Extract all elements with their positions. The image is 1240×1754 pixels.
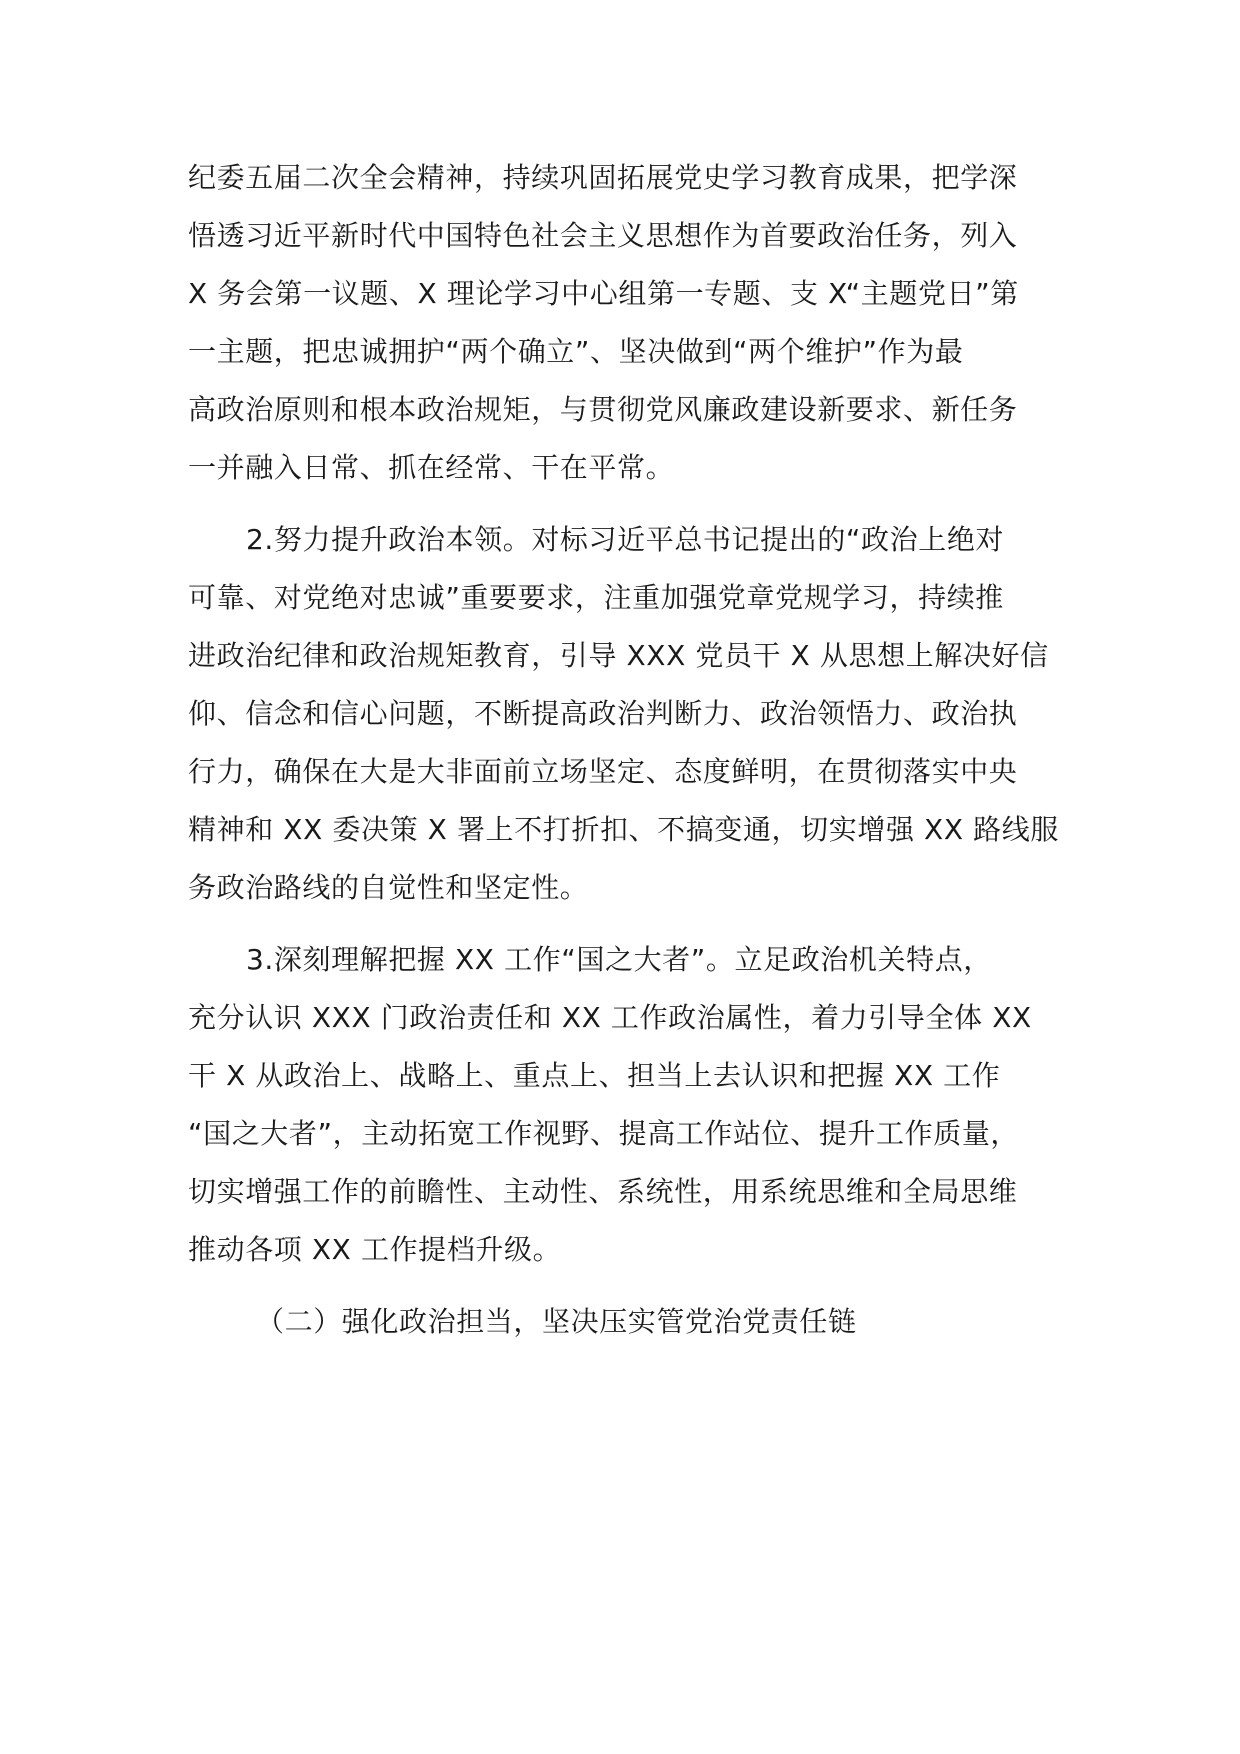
paragraph-line: 切实增强工作的前瞻性、主动性、系统性，用系统思维和全局思维 — [188, 1175, 1018, 1208]
paragraph-line: 仰、信念和信心问题，不断提高政治判断力、政治领悟力、政治执 — [188, 697, 1018, 730]
paragraph-line: 推动各项 XX 工作提档升级。 — [188, 1233, 562, 1266]
paragraph-line: “国之大者”，主动拓宽工作视野、提高工作站位、提升工作质量， — [188, 1117, 1020, 1150]
paragraph-line: 2.努力提升政治本领。对标习近平总书记提出的“政治上绝对 — [246, 523, 1005, 556]
paragraph-line: 进政治纪律和政治规矩教育，引导 XXX 党员干 X 从思想上解决好信 — [188, 639, 1049, 672]
paragraph-line: 行力，确保在大是大非面前立场坚定、态度鲜明，在贯彻落实中央 — [188, 755, 1018, 788]
paragraph-line: 一并融入日常、抓在经常、干在平常。 — [188, 451, 675, 484]
paragraph-line: 充分认识 XXX 门政治责任和 XX 工作政治属性，着力引导全体 XX — [188, 1001, 1032, 1034]
paragraph-line: X 务会第一议题、X 理论学习中心组第一专题、支 X“主题党日”第 — [188, 277, 1019, 310]
paragraph-line: 干 X 从政治上、战略上、重点上、担当上去认识和把握 XX 工作 — [188, 1059, 1001, 1092]
paragraph-line: 务政治路线的自觉性和坚定性。 — [188, 871, 589, 904]
section-heading-text: （二）强化政治担当，坚决压实管党治党责任链 — [256, 1305, 857, 1338]
paragraph-line: 精神和 XX 委决策 X 署上不打折扣、不搞变通，切实增强 XX 路线服 — [188, 813, 1059, 846]
paragraph-line: 高政治原则和根本政治规矩，与贯彻党风廉政建设新要求、新任务 — [188, 393, 1018, 426]
paragraph-line: 悟透习近平新时代中国特色社会主义思想作为首要政治任务，列入 — [188, 219, 1018, 252]
paragraph-line: 一主题，把忠诚拥护“两个确立”、坚决做到“两个维护”作为最 — [188, 335, 964, 368]
paragraph-line: 纪委五届二次全会精神，持续巩固拓展党史学习教育成果，把学深 — [188, 161, 1018, 194]
paragraph-line: 3.深刻理解把握 XX 工作“国之大者”。立足政治机关特点， — [246, 943, 992, 976]
paragraph-line: 可靠、对党绝对忠诚”重要要求，注重加强党章党规学习，持续推 — [188, 581, 1004, 614]
